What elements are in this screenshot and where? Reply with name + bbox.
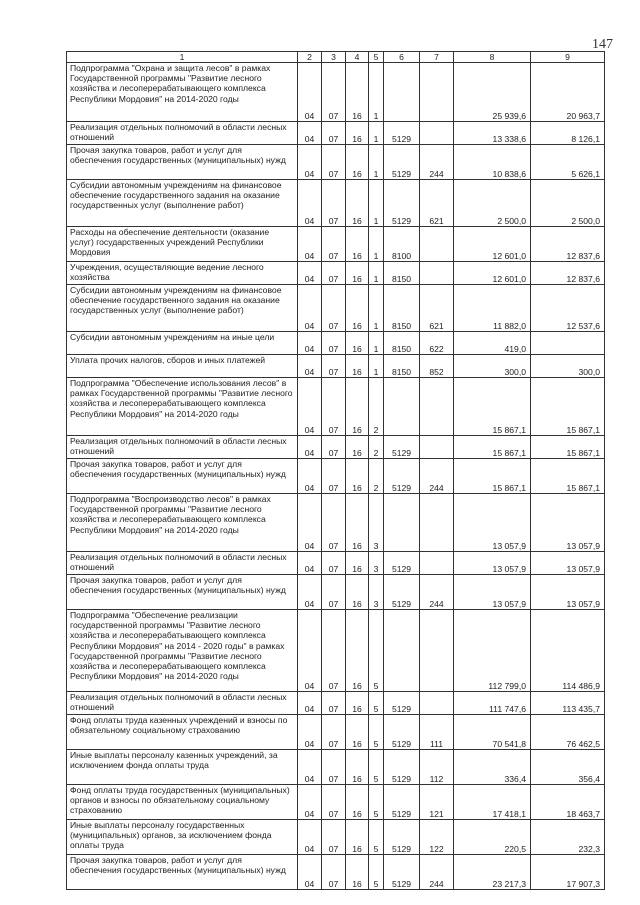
cell-c2: 04	[298, 122, 322, 145]
cell-c5: 2	[369, 378, 384, 436]
table-row	[67, 122, 605, 145]
cell-c9: 12 837,6	[531, 227, 605, 262]
cell-c8: 11 882,0	[454, 285, 531, 332]
cell-c3: 07	[322, 63, 346, 122]
cell-c9: 13 057,9	[531, 575, 605, 610]
cell-c7	[420, 262, 454, 285]
cell-c6	[384, 378, 420, 436]
cell-c4: 16	[346, 610, 369, 692]
cell-c4: 16	[346, 180, 369, 227]
table-row	[67, 855, 605, 890]
cell-c2: 04	[298, 355, 322, 378]
cell-c2: 04	[298, 145, 322, 180]
cell-c8: 12 601,0	[454, 262, 531, 285]
cell-c9: 17 907,3	[531, 855, 605, 890]
cell-c7: 244	[420, 855, 454, 890]
cell-c6	[384, 610, 420, 692]
cell-c4: 16	[346, 692, 369, 715]
cell-c7	[420, 227, 454, 262]
cell-c3: 07	[322, 180, 346, 227]
cell-c9: 13 057,9	[531, 552, 605, 575]
table-row	[67, 180, 605, 227]
cell-c2: 04	[298, 436, 322, 459]
cell-c5: 2	[369, 459, 384, 494]
table-row	[67, 750, 605, 785]
cell-c4: 16	[346, 332, 369, 355]
table-row	[67, 820, 605, 855]
cell-c5: 1	[369, 262, 384, 285]
cell-c9: 15 867,1	[531, 459, 605, 494]
cell-c2: 04	[298, 459, 322, 494]
cell-c4: 16	[346, 552, 369, 575]
table-row	[67, 227, 605, 262]
cell-c6: 8150	[384, 355, 420, 378]
cell-c8: 300,0	[454, 355, 531, 378]
cell-c5: 5	[369, 820, 384, 855]
cell-c8: 15 867,1	[454, 436, 531, 459]
cell-c6: 5129	[384, 820, 420, 855]
row-description: Реализация отдельных полномочий в области лесных отношений	[67, 436, 298, 459]
row-description: Прочая закупка товаров, работ и услуг для обеспечения государственных (муниципальных) нужд	[67, 855, 298, 890]
cell-c6: 5129	[384, 180, 420, 227]
cell-c7: 122	[420, 820, 454, 855]
cell-c9: 13 057,9	[531, 494, 605, 552]
cell-c3: 07	[322, 552, 346, 575]
cell-c2: 04	[298, 180, 322, 227]
header-col-4: 4	[346, 52, 369, 63]
cell-c3: 07	[322, 459, 346, 494]
cell-c4: 16	[346, 378, 369, 436]
cell-c8: 13 338,6	[454, 122, 531, 145]
cell-c6: 5129	[384, 459, 420, 494]
cell-c8: 112 799,0	[454, 610, 531, 692]
table-row	[67, 692, 605, 715]
row-description: Фонд оплаты труда государственных (муниципальных) органов и взносы по обязательному социальному страхованию	[67, 785, 298, 820]
cell-c2: 04	[298, 785, 322, 820]
table-row	[67, 355, 605, 378]
cell-c8: 15 867,1	[454, 378, 531, 436]
cell-c5: 3	[369, 494, 384, 552]
cell-c6: 5129	[384, 692, 420, 715]
cell-c3: 07	[322, 122, 346, 145]
cell-c6: 5129	[384, 715, 420, 750]
cell-c8: 25 939,6	[454, 63, 531, 122]
cell-c9: 15 867,1	[531, 378, 605, 436]
cell-c2: 04	[298, 715, 322, 750]
row-description: Прочая закупка товаров, работ и услуг для обеспечения государственных (муниципальных) нужд	[67, 459, 298, 494]
cell-c9: 113 435,7	[531, 692, 605, 715]
cell-c5: 5	[369, 750, 384, 785]
table-row	[67, 145, 605, 180]
cell-c7: 244	[420, 575, 454, 610]
cell-c9: 5 626,1	[531, 145, 605, 180]
cell-c4: 16	[346, 459, 369, 494]
cell-c7: 111	[420, 715, 454, 750]
cell-c6: 8150	[384, 262, 420, 285]
row-description: Фонд оплаты труда казенных учреждений и взносы по обязательному социальному страхованию	[67, 715, 298, 750]
cell-c3: 07	[322, 575, 346, 610]
cell-c8: 23 217,3	[454, 855, 531, 890]
cell-c9: 20 963,7	[531, 63, 605, 122]
cell-c6: 5129	[384, 575, 420, 610]
cell-c9: 114 486,9	[531, 610, 605, 692]
row-description: Реализация отдельных полномочий в области лесных отношений	[67, 122, 298, 145]
cell-c5: 5	[369, 692, 384, 715]
table-row	[67, 575, 605, 610]
cell-c8: 10 838,6	[454, 145, 531, 180]
cell-c7: 621	[420, 180, 454, 227]
cell-c7: 121	[420, 785, 454, 820]
table-row	[67, 785, 605, 820]
cell-c5: 1	[369, 63, 384, 122]
cell-c7	[420, 692, 454, 715]
cell-c6	[384, 494, 420, 552]
table-row	[67, 285, 605, 332]
table-row	[67, 459, 605, 494]
cell-c4: 16	[346, 494, 369, 552]
cell-c3: 07	[322, 785, 346, 820]
cell-c9: 12 837,6	[531, 262, 605, 285]
cell-c2: 04	[298, 262, 322, 285]
cell-c9: 8 126,1	[531, 122, 605, 145]
cell-c6: 8150	[384, 285, 420, 332]
cell-c5: 3	[369, 552, 384, 575]
cell-c6: 5129	[384, 122, 420, 145]
cell-c6: 5129	[384, 750, 420, 785]
cell-c3: 07	[322, 692, 346, 715]
cell-c7: 621	[420, 285, 454, 332]
cell-c6: 8150	[384, 332, 420, 355]
header-col-7: 7	[420, 52, 454, 63]
cell-c6	[384, 63, 420, 122]
cell-c2: 04	[298, 750, 322, 785]
cell-c5: 1	[369, 122, 384, 145]
cell-c9: 232,3	[531, 820, 605, 855]
cell-c5: 5	[369, 715, 384, 750]
cell-c8: 17 418,1	[454, 785, 531, 820]
cell-c5: 5	[369, 855, 384, 890]
cell-c8: 2 500,0	[454, 180, 531, 227]
header-col-9: 9	[531, 52, 605, 63]
cell-c3: 07	[322, 750, 346, 785]
cell-c4: 16	[346, 820, 369, 855]
cell-c2: 04	[298, 63, 322, 122]
cell-c9: 76 462,5	[531, 715, 605, 750]
cell-c4: 16	[346, 145, 369, 180]
table-row	[67, 378, 605, 436]
cell-c7	[420, 378, 454, 436]
row-description: Расходы на обеспечение деятельности (оказание услуг) государственных учреждений Республики Мордовия	[67, 227, 298, 262]
cell-c3: 07	[322, 436, 346, 459]
cell-c9: 2 500,0	[531, 180, 605, 227]
cell-c7	[420, 610, 454, 692]
row-description: Прочая закупка товаров, работ и услуг для обеспечения государственных (муниципальных) нужд	[67, 145, 298, 180]
cell-c4: 16	[346, 122, 369, 145]
cell-c6: 5129	[384, 145, 420, 180]
cell-c6: 5129	[384, 855, 420, 890]
cell-c3: 07	[322, 262, 346, 285]
cell-c9: 18 463,7	[531, 785, 605, 820]
cell-c2: 04	[298, 610, 322, 692]
cell-c9: 356,4	[531, 750, 605, 785]
cell-c9	[531, 332, 605, 355]
table-row	[67, 552, 605, 575]
cell-c4: 16	[346, 575, 369, 610]
cell-c3: 07	[322, 355, 346, 378]
table-row	[67, 436, 605, 459]
page-number: 147	[592, 37, 613, 52]
header-col-8: 8	[454, 52, 531, 63]
cell-c8: 13 057,9	[454, 494, 531, 552]
cell-c2: 04	[298, 285, 322, 332]
cell-c8: 12 601,0	[454, 227, 531, 262]
header-col-6: 6	[384, 52, 420, 63]
cell-c7	[420, 494, 454, 552]
cell-c3: 07	[322, 145, 346, 180]
cell-c8: 419,0	[454, 332, 531, 355]
cell-c4: 16	[346, 63, 369, 122]
cell-c2: 04	[298, 692, 322, 715]
cell-c2: 04	[298, 332, 322, 355]
cell-c4: 16	[346, 785, 369, 820]
cell-c3: 07	[322, 227, 346, 262]
table-row	[67, 332, 605, 355]
cell-c4: 16	[346, 855, 369, 890]
cell-c2: 04	[298, 575, 322, 610]
cell-c6: 5129	[384, 436, 420, 459]
cell-c5: 1	[369, 355, 384, 378]
table-row	[67, 262, 605, 285]
cell-c3: 07	[322, 715, 346, 750]
cell-c5: 5	[369, 610, 384, 692]
cell-c5: 1	[369, 285, 384, 332]
cell-c2: 04	[298, 378, 322, 436]
cell-c7: 112	[420, 750, 454, 785]
cell-c4: 16	[346, 436, 369, 459]
header-col-3: 3	[322, 52, 346, 63]
table-row	[67, 494, 605, 552]
cell-c6: 5129	[384, 552, 420, 575]
header-col-5: 5	[369, 52, 384, 63]
table-row	[67, 63, 605, 122]
cell-c3: 07	[322, 285, 346, 332]
cell-c7	[420, 63, 454, 122]
cell-c8: 220,5	[454, 820, 531, 855]
cell-c7	[420, 436, 454, 459]
row-description: Иные выплаты персоналу казенных учреждений, за исключением фонда оплаты труда	[67, 750, 298, 785]
cell-c5: 2	[369, 436, 384, 459]
cell-c5: 5	[369, 785, 384, 820]
cell-c5: 1	[369, 145, 384, 180]
cell-c6: 8100	[384, 227, 420, 262]
cell-c9: 300,0	[531, 355, 605, 378]
header-col-1: 1	[67, 52, 298, 63]
cell-c4: 16	[346, 262, 369, 285]
row-description: Реализация отдельных полномочий в области лесных отношений	[67, 692, 298, 715]
cell-c4: 16	[346, 355, 369, 378]
row-description: Прочая закупка товаров, работ и услуг для обеспечения государственных (муниципальных) нужд	[67, 575, 298, 610]
row-description: Реализация отдельных полномочий в области лесных отношений	[67, 552, 298, 575]
cell-c7	[420, 122, 454, 145]
cell-c8: 70 541,8	[454, 715, 531, 750]
cell-c8: 15 867,1	[454, 459, 531, 494]
table-row	[67, 715, 605, 750]
cell-c9: 12 537,6	[531, 285, 605, 332]
row-description: Субсидии автономным учреждениям на финансовое обеспечение государственного задания на оказание государственных услуг (выполнение работ)	[67, 285, 298, 332]
cell-c4: 16	[346, 750, 369, 785]
cell-c3: 07	[322, 378, 346, 436]
cell-c9: 15 867,1	[531, 436, 605, 459]
cell-c8: 336,4	[454, 750, 531, 785]
row-description: Подпрограмма "Охрана и защита лесов" в рамках Государственной программы "Развитие лесного хозяйства и лесоперерабатывающего комплекса Республики Мордовия" на 2014-2020 годы	[67, 63, 298, 122]
cell-c2: 04	[298, 855, 322, 890]
row-description: Подпрограмма "Обеспечение реализации государственной программы "Развитие лесного хозяйства и лесоперерабатывающего комплекса Республики Мордовия" на 2014 - 2020 годы" в рамках Государственной программы "Развитие лесного хозяйства и лесоперерабатывающего комплекса Республики Мордовия" на 2014-2020 годы	[67, 610, 298, 692]
cell-c5: 1	[369, 332, 384, 355]
budget-table	[66, 51, 605, 890]
cell-c4: 16	[346, 227, 369, 262]
cell-c5: 1	[369, 227, 384, 262]
row-description: Учреждения, осуществляющие ведение лесного хозяйства	[67, 262, 298, 285]
cell-c7	[420, 552, 454, 575]
cell-c2: 04	[298, 494, 322, 552]
cell-c2: 04	[298, 227, 322, 262]
cell-c7: 852	[420, 355, 454, 378]
cell-c3: 07	[322, 332, 346, 355]
table-row	[67, 610, 605, 692]
row-description: Уплата прочих налогов, сборов и иных платежей	[67, 355, 298, 378]
cell-c7: 244	[420, 145, 454, 180]
cell-c4: 16	[346, 715, 369, 750]
cell-c8: 111 747,6	[454, 692, 531, 715]
cell-c6: 5129	[384, 785, 420, 820]
row-description: Подпрограмма "Воспроизводство лесов" в рамках Государственной программы "Развитие лесного хозяйства и лесоперерабатывающего комплекса Республики Мордовия" на 2014-2020 годы	[67, 494, 298, 552]
cell-c7: 622	[420, 332, 454, 355]
cell-c5: 1	[369, 180, 384, 227]
cell-c3: 07	[322, 855, 346, 890]
table-header-row	[67, 52, 605, 63]
cell-c3: 07	[322, 820, 346, 855]
cell-c2: 04	[298, 820, 322, 855]
cell-c8: 13 057,9	[454, 575, 531, 610]
row-description: Субсидии автономным учреждениям на финансовое обеспечение государственного задания на оказание государственных услуг (выполнение работ)	[67, 180, 298, 227]
row-description: Субсидии автономным учреждениям на иные цели	[67, 332, 298, 355]
cell-c5: 3	[369, 575, 384, 610]
cell-c3: 07	[322, 494, 346, 552]
handwritten-tick: ·	[381, 258, 383, 264]
cell-c2: 04	[298, 552, 322, 575]
cell-c3: 07	[322, 610, 346, 692]
row-description: Подпрограмма "Обеспечение использования лесов" в рамках Государственной программы "Развитие лесного хозяйства и лесоперерабатывающего комплекса Республики Мордовия" на 2014-2020 годы	[67, 378, 298, 436]
header-col-2: 2	[298, 52, 322, 63]
cell-c7: 244	[420, 459, 454, 494]
cell-c4: 16	[346, 285, 369, 332]
cell-c8: 13 057,9	[454, 552, 531, 575]
row-description: Иные выплаты персоналу государственных (муниципальных) органов, за исключением фонда оплаты труда	[67, 820, 298, 855]
